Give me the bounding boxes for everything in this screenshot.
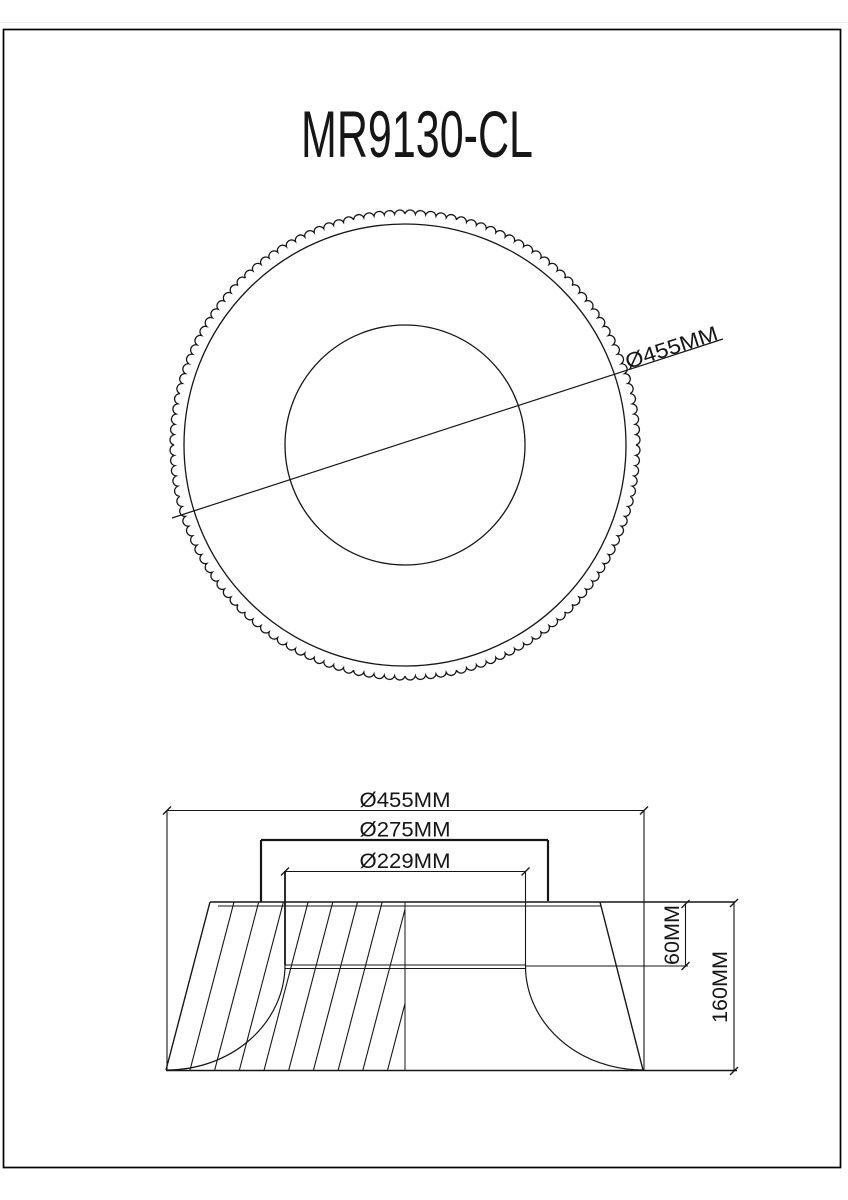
drawing-title: MR9130-CL <box>301 97 533 171</box>
inner-circle <box>285 325 525 565</box>
hatch-line <box>289 902 333 1070</box>
hatch-line <box>239 902 283 1070</box>
label-height-160: 160MM <box>709 952 732 1023</box>
hatch-line <box>363 902 407 1070</box>
side-view <box>163 807 738 1076</box>
label-diameter-455: Ø455MM <box>359 789 451 812</box>
top-view <box>170 210 723 680</box>
hatch-line <box>190 902 234 1070</box>
top-view-diameter-label: Ø455MM <box>622 325 712 374</box>
hatch-lines <box>190 902 432 1070</box>
outer-circle <box>184 224 626 666</box>
scalloped-rim <box>170 210 640 680</box>
hatch-line <box>215 902 259 1070</box>
label-diameter-229: Ø229MM <box>359 850 451 873</box>
hatch-line <box>388 902 432 1070</box>
recess-outline <box>285 871 688 969</box>
hatch-line <box>338 902 382 1070</box>
label-diameter-275: Ø275MM <box>359 818 451 842</box>
hatch-line <box>264 902 308 1070</box>
hatch-line <box>314 902 358 1070</box>
label-height-60: 60MM <box>661 906 684 965</box>
